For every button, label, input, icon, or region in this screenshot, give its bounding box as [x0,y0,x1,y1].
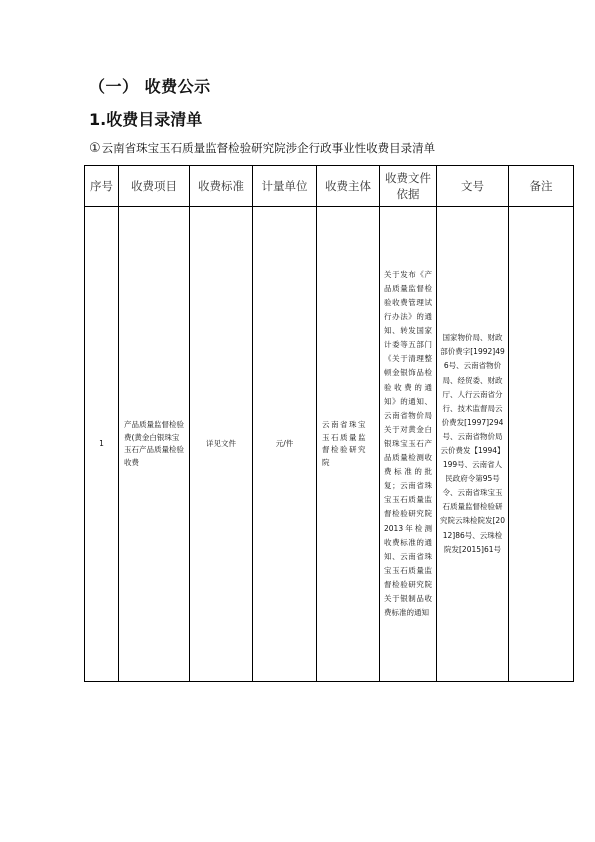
table-caption-text: 云南省珠宝玉石质量监督检验研究院涉企行政事业性收费目录清单 [101,141,436,155]
header-unit: 计量单位 [253,166,317,207]
cell-item-text: 产品质量监督检验费(黄金白银珠宝玉石产品质量检验收费 [124,420,184,467]
cell-no: 1 [85,207,119,682]
header-remark: 备注 [509,166,574,207]
cell-doc-no-text: 国家物价局、财政部价费字[1992]496号、云南省物价局、经贸委、财政厅、人行云南省分行、技术监督局云价费发[1997]294号、云南省物价局云价费发【1994】199号、云南省人民政府令第95号令、云南省珠宝玉石质量监督检验研究院云珠检院发[2012]86号、云珠检院发[2015]61号 [440,333,505,554]
header-standard: 收费标准 [190,166,253,207]
header-no: 序号 [85,166,119,207]
cell-subject [317,207,380,682]
cell-basis [380,207,437,682]
table-caption [89,140,435,156]
table-header-row [85,166,574,207]
circled-number-marker: ① [89,141,101,156]
header-doc-no: 文号 [437,166,509,207]
cell-basis-text: 关于发布《产品质量监督检验收费管理试行办法》的通知、转发国家计委等五部门《关于清理整顿金银饰品检验收费的通知》的通知、云南省物价局关于对黄金白银珠宝玉石产品质量检测收费标准的批复；云南省珠宝玉石质量监督检验研究院2013年检测收费标准的通知、云南省珠宝玉石质量监督检验研究院关于银制品收费标准的通知 [384,269,432,618]
cell-unit: 元/件 [253,207,317,682]
section-heading: （一） 收费公示 [89,77,211,96]
header-item: 收费项目 [119,166,190,207]
header-basis: 收费文件依据 [380,166,437,207]
cell-standard: 详见文件 [190,207,253,682]
cell-doc-no [437,207,509,682]
fee-catalog-table [84,165,574,682]
sub-heading: 1.收费目录清单 [89,110,203,129]
cell-item [119,207,190,682]
header-subject: 收费主体 [317,166,380,207]
cell-subject-text: 云南省珠宝玉石质量监督检验研究院 [322,420,367,467]
table-row [85,207,574,682]
cell-remark [509,207,574,682]
